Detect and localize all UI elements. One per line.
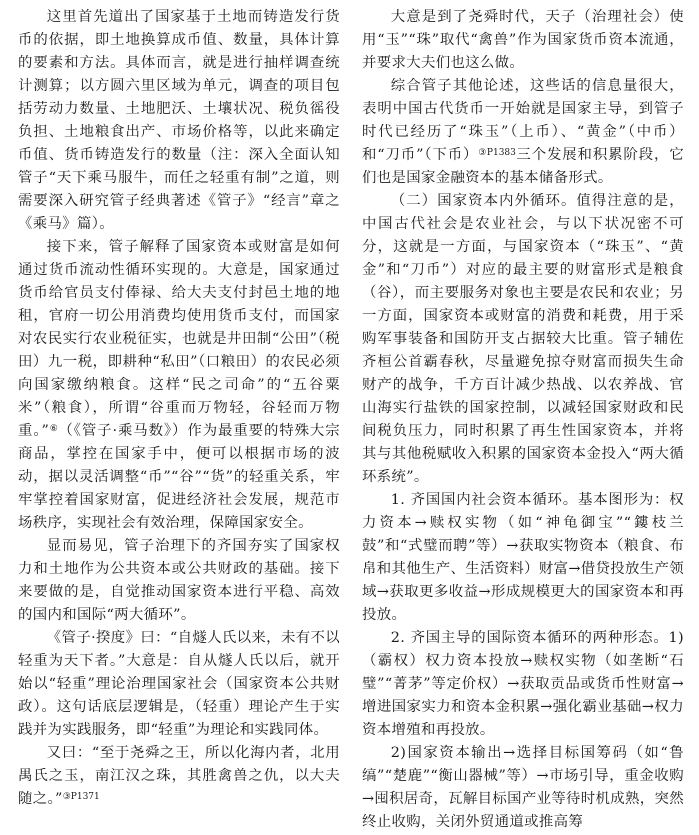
section-heading-paragraph: （二）国家资本内外循环。值得注意的是，中国古代社会是农业社会，与以下状况密不可分，这就是一方面，与国家资本（“珠玉”、“黄金”和“刀币”）对应的最主要的财富形式是粮食（谷），而主要服务对象也主要是农民和农业；另一方面，国家资本或财富的消费和耗费，用于采购军事装备和国防开支占据较大比重。管子辅佐齐桓公首霸春秋，尽量避免掠夺财富而损失生命财产的战争，千方百计减少热战、以农养战、官山海实行盐铁的国家控制，以减轻国家财政和民间税负压力，同时积累了再生性国家资本，并将其与其他税赋收入积累的国家资本金投入“两大循环系统”。 — [362, 193, 684, 485]
right-column — [362, 6, 684, 835]
footnote-ref: ⑥ — [49, 424, 59, 434]
footnote-ref: ③P1371 — [62, 792, 100, 802]
left-column — [18, 6, 340, 835]
paragraph: 大意是到了尧舜时代，天子（治理社会）使用“玉”“珠”取代“禽兽”作为国家货币资本流通，并要求大夫们也这么做。 — [362, 9, 684, 71]
paragraph: 2. 齐国主导的国际资本循环的两种形态。1)（霸权）权力资本投放→赎权实物（如垄断“石璧”“菁茅”等定价权）→获取贡品或货币性财富→增进国家实力和资本金积累→强化霸业基础→权力资本增殖和再投放。 — [362, 630, 684, 738]
paragraph-text: 又曰：“至于尧舜之王，所以化海内者，北用禺氏之玉，南江汉之珠，其胜禽兽之仇，以大夫随之。” — [18, 745, 340, 807]
paragraph: 显而易见，管子治理下的齐国夯实了国家权力和土地作为公共资本或公共财政的基础。接下来要做的是，自觉推动国家资本进行平稳、高效的国内和国际“两大循环”。 — [18, 538, 340, 623]
paragraph — [362, 75, 684, 190]
paragraph: 《管子·揆度》曰：“自燧人氏以来，未有不以轻重为天下者。”大意是：自从燧人氏以后，就开始以“轻重”理论治理国家社会（国家资本公共财政）。这句话底层逻辑是，（轻重）理论产生于实践并为实践服务，即“轻重”为理论和实践同体。 — [18, 630, 340, 738]
paragraph — [18, 742, 340, 811]
paragraph-text: （《管子·乘马数》）作为最重要的特殊大宗商品，掌控在国家手中，便可以根据市场的波动，据以灵活调整“币”“谷”“货”的轻重关系，牢牢掌控着国家财富，促进经济社会发展，规范市场秩序，实现社会有效治理，保障国家安全。 — [18, 423, 340, 531]
paragraph: 2)国家资本输出→选择目标国筹码（如“鲁缟”“楚鹿”“衡山器械”等）→市场引导，重金收购→囤积居奇，瓦解目标国产业等待时机成熟，突然终止收购，关闭外贸通道或推高筹 — [362, 745, 684, 830]
paragraph-text: 综合管子其他论述，这些话的信息量很大，表明中国古代货币一开始就是国家主导，到管子时代已经历了“珠玉”（上币）、“黄金”（中币）和“刀币”（下币） — [362, 78, 684, 163]
paragraph-text: 接下来，管子解释了国家资本或财富是如何通过货币流动性循环实现的。大意是，国家通过货币给官员支付俸禄、给大夫支付封邑土地的地租，官府一切公用消费均使用货币支付，而国家对农民实行农业税征实，也就是井田制“公田”（税田）九一税，即耕种“私田”（口粮田）的农民必须向国家缴纳粮食。这样“民之司命”的“五谷粟米”（粮食），所谓“谷重而万物轻，谷轻而万物重。” — [18, 239, 340, 439]
footnote-ref: ③P1383 — [478, 148, 516, 158]
paragraph: 这里首先道出了国家基于土地而铸造发行货币的依据，即土地换算成币值、数量，具体计算的要素和方法。具体而言，就是进行抽样调查统计测算；以方圆六里区域为单元，调查的项目包括劳动力数量、土地肥沃、土壤状况、税负徭役负担、土地粮食出产、市场价格等，以此来确定币值、货币铸造发行的数量（注：深入全面认知管子“天下乘马服牛，而任之轻重有制”之道，则需要深入研究管子经典著述《管子》“经言”章之《乘马》篇）。 — [18, 9, 340, 232]
paragraph-text: 三个发展和积累阶段，它们也是国家金融资本的基本储备形式。 — [362, 147, 684, 186]
paragraph — [18, 236, 340, 535]
paragraph: 1. 齐国国内社会资本循环。基本图形为：权力资本→赎权实物（如“神龟御宝”“鏤枝兰鼓”和“式璧而聘”等）→获取实物资本（粮食、布帛和其他生产、生活资料）财富→借贷投放生产领域→获取更多收益→形成规模更大的国家资本和再投放。 — [362, 492, 684, 623]
